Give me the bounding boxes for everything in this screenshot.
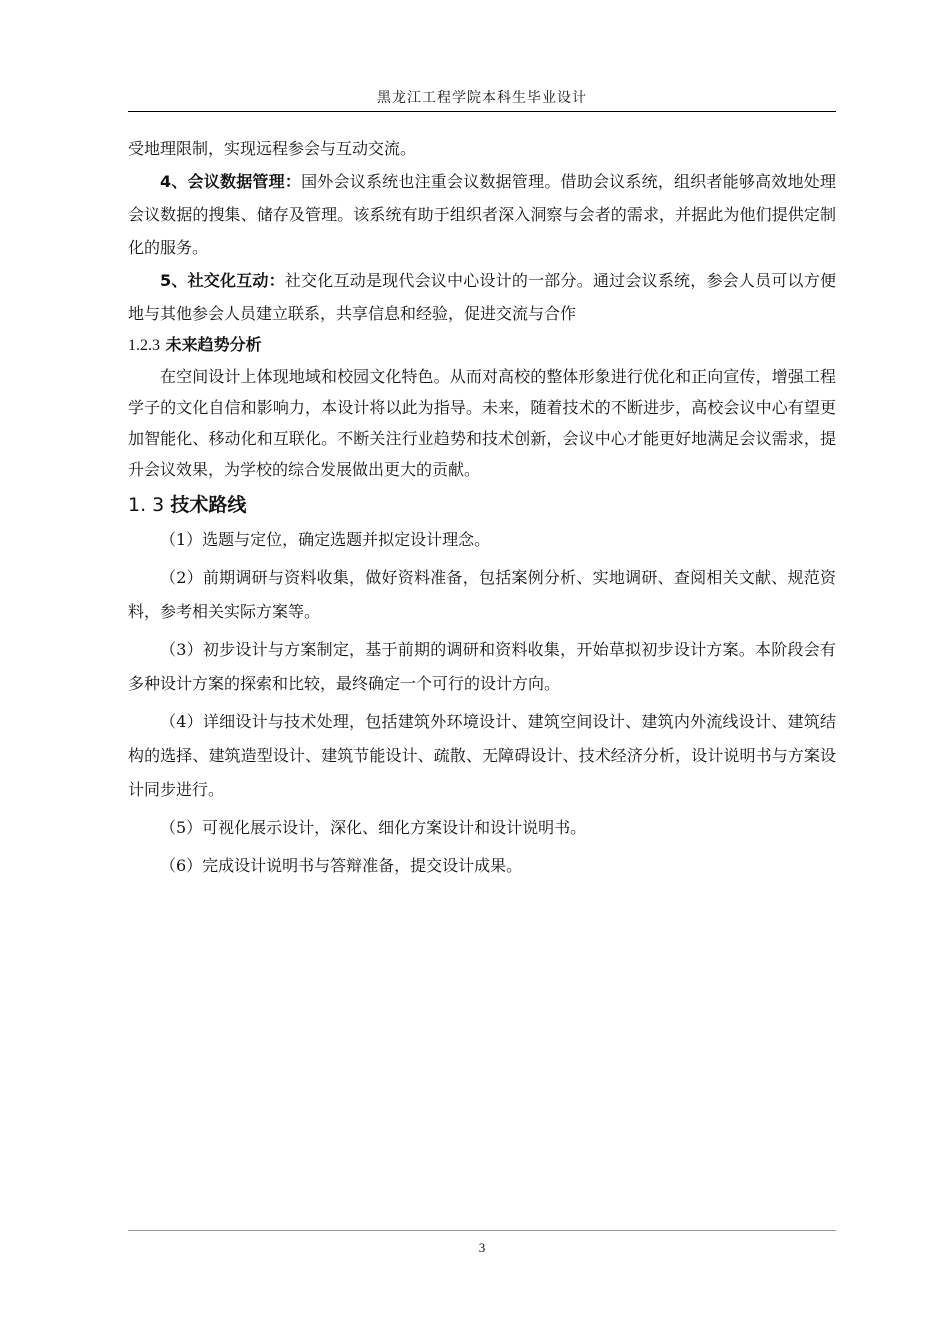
route-item: （5）可视化展示设计，深化、细化方案设计和设计说明书。 [160, 818, 587, 837]
paragraph-social-label: 5、社交化互动： [160, 271, 285, 290]
page-body [128, 132, 836, 887]
paragraph-meeting-data-text: 国外会议系统也注重会议数据管理。借助会议系统，组织者能够高效地处理会议数据的搜集、储存及管理。该系统有助于组织者深入洞察与会者的需求，并据此为他们提供定制化的服务。 [128, 172, 836, 257]
section-heading-1-3 [128, 487, 836, 523]
section-title-1-3: 技术路线 [170, 494, 247, 516]
section-heading-1-2-3 [128, 330, 836, 361]
route-item: （2）前期调研与资料收集，做好资料准备，包括案例分析、实地调研、查阅相关文献、规范资料，参考相关实际方案等。 [128, 568, 836, 621]
page-number: 3 [478, 1240, 486, 1255]
paragraph-social [128, 264, 836, 330]
route-item: （1）选题与定位，确定选题并拟定设计理念。 [160, 530, 491, 549]
footer-rule [128, 1230, 836, 1231]
route-item: （4）详细设计与技术处理，包括建筑外环境设计、建筑空间设计、建筑内外流线设计、建筑结构的选择、建筑造型设计、建筑节能设计、疏散、无障碍设计、技术经济分析，设计说明书与方案设计同步进行。 [128, 712, 836, 799]
section-number-1-2-3: 1.2.3 [128, 337, 160, 354]
section-title-1-2-3: 未来趋势分析 [165, 335, 262, 354]
page-header: 黑龙江工程学院本科生毕业设计 [377, 90, 587, 106]
header-rule [128, 111, 836, 112]
paragraph-future-trends: 在空间设计上体现地域和校园文化特色。从而对高校的整体形象进行优化和正向宣传，增强工程学子的文化自信和影响力，本设计将以此为指导。未来，随着技术的不断进步，高校会议中心有望更加智能化、移动化和互联化。不断关注行业趋势和技术创新，会议中心才能更好地满足会议需求，提升会议效果，为学校的综合发展做出更大的贡献。 [128, 367, 836, 479]
section-number-1-3: 1. 3 [128, 494, 165, 516]
route-item: （6）完成设计说明书与答辩准备，提交设计成果。 [160, 856, 523, 875]
paragraph-social-text: 社交化互动是现代会议中心设计的一部分。通过会议系统，参会人员可以方便地与其他参会人员建立联系，共享信息和经验，促进交流与合作 [128, 271, 836, 323]
paragraph-meeting-data [128, 165, 836, 264]
paragraph-continuation: 受地理限制，实现远程参会与互动交流。 [128, 139, 417, 158]
paragraph-meeting-data-label: 4、会议数据管理： [160, 172, 302, 191]
route-item: （3）初步设计与方案制定，基于前期的调研和资料收集，开始草拟初步设计方案。本阶段会有多种设计方案的探索和比较，最终确定一个可行的设计方向。 [128, 640, 836, 693]
